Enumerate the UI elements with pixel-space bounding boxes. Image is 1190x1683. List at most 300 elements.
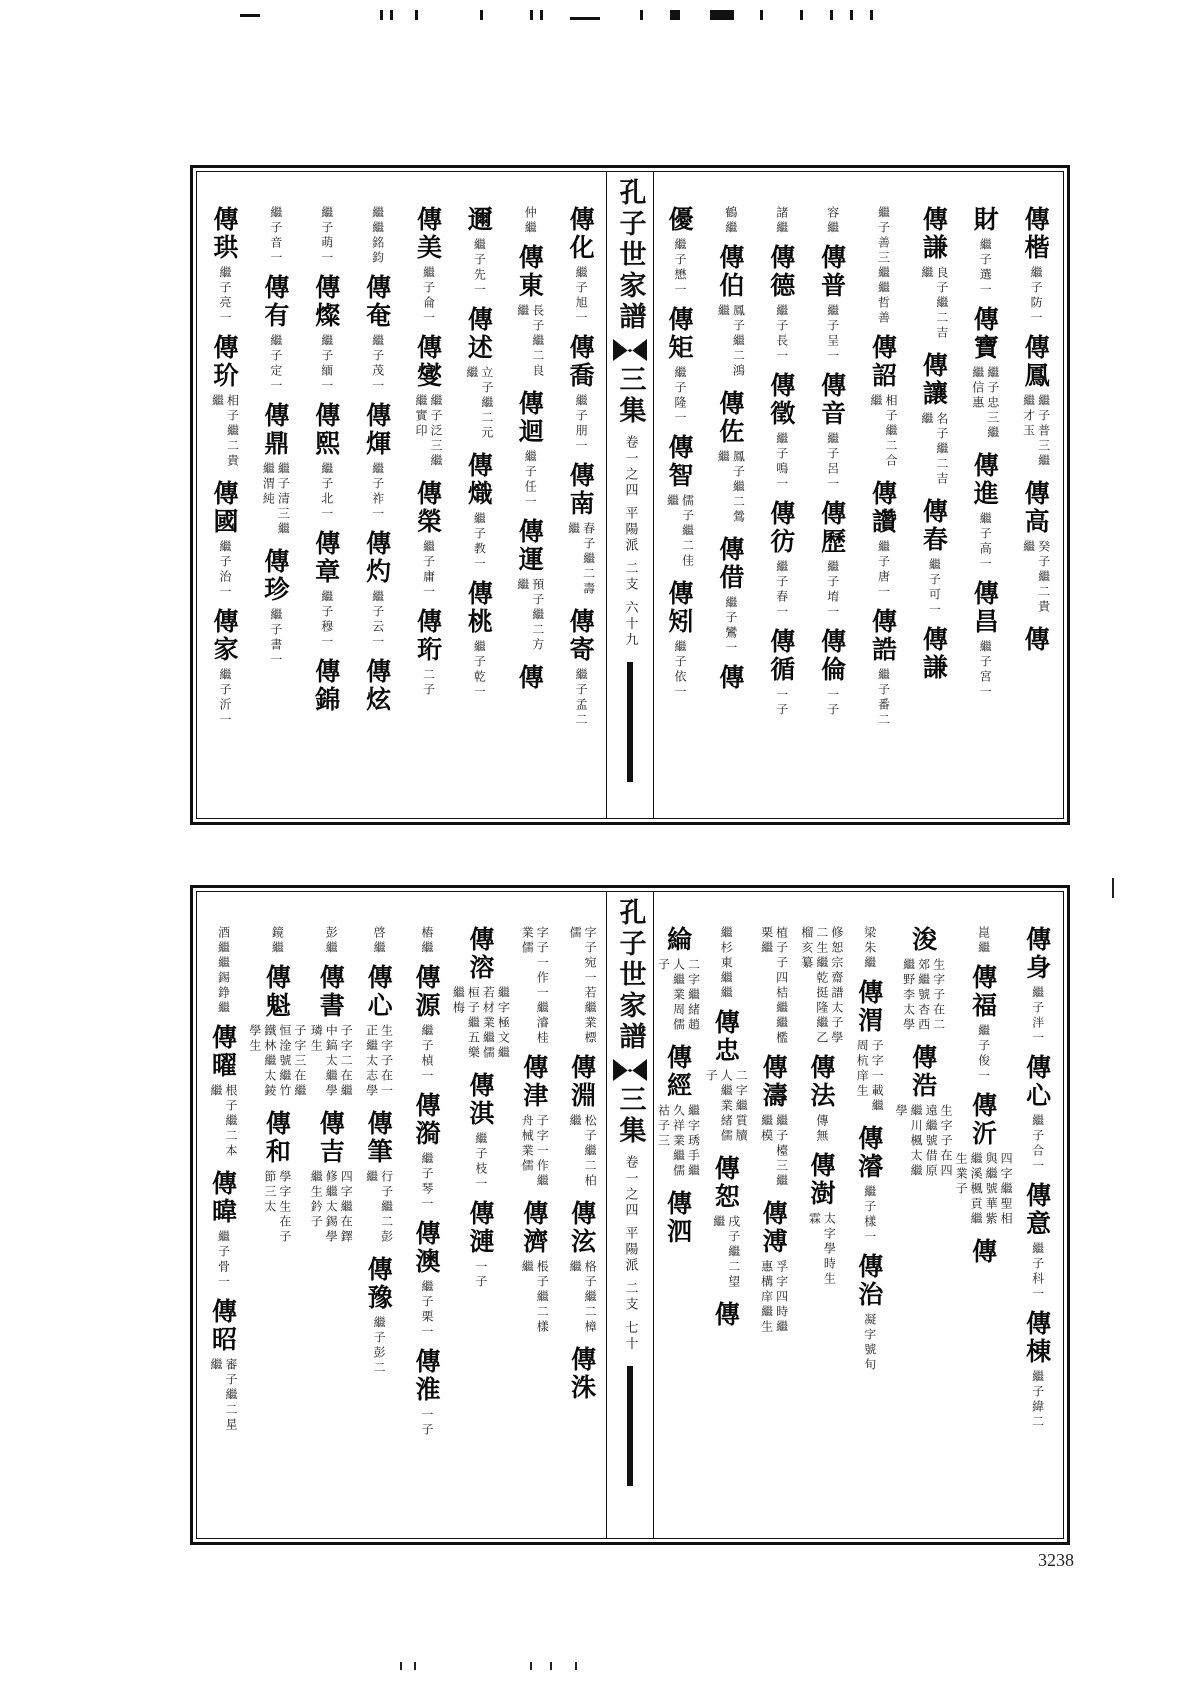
genealogy-entry — [209, 608, 239, 728]
person-name: 傳昭 — [208, 1298, 238, 1354]
genealogy-entry — [411, 964, 441, 1084]
lineage-note: 凝字號旬 — [862, 1313, 877, 1373]
lineage-note: 繼子春一 — [774, 560, 789, 620]
genealogy-entry — [854, 1125, 884, 1245]
lineage-note: 繼子選一 — [978, 238, 993, 298]
lineage-note: 繼子懋一 — [672, 238, 687, 298]
record-column — [247, 892, 307, 1538]
person-name: 傳榮 — [413, 480, 443, 536]
lineage-note: 戌子繼二望繼 — [711, 1215, 741, 1290]
person-name: 傳筆 — [364, 1110, 394, 1166]
genealogy-entry — [247, 964, 307, 1102]
genealogy-entry — [663, 1190, 693, 1246]
person-name: 傳歷 — [817, 500, 847, 556]
lineage-note: 繼子鸞一 — [723, 596, 738, 656]
person-name: 傳棟 — [1022, 1310, 1052, 1366]
genealogy-entry — [260, 548, 290, 668]
person-name: 傳寄 — [566, 608, 596, 664]
lineage-note: 繼子隆一 — [672, 366, 687, 426]
person-name: 傳奄 — [362, 274, 392, 330]
person-name: 傳鼎 — [260, 402, 290, 458]
lineage-note: 繼繼銘鈞 — [370, 206, 385, 266]
person-name: 傳津 — [519, 1054, 549, 1110]
genealogy-entry — [655, 926, 700, 1036]
lineage-note: 一子 — [774, 688, 789, 718]
lineage-note: 繼子書一 — [268, 608, 283, 668]
record-column — [893, 892, 953, 1538]
lineage-note: 一子 — [419, 1408, 434, 1438]
record-column — [654, 892, 702, 1538]
person-name: 傳炫 — [362, 658, 392, 714]
genealogy-entry — [759, 926, 789, 1046]
lineage-note: 繼子祚一 — [370, 462, 385, 522]
record-column — [355, 892, 403, 1538]
person-name: 傳淮 — [411, 1348, 441, 1404]
genealogy-entry — [364, 1110, 394, 1248]
person-name: 傳珍 — [260, 548, 290, 604]
genealogy-entry — [413, 480, 443, 600]
lineage-note: 繼子茂一 — [370, 334, 385, 394]
genealogy-entry — [806, 1054, 836, 1144]
genealogy-entry — [311, 530, 341, 650]
book-spine — [606, 892, 654, 1538]
lineage-note: 繼子枝一 — [473, 1132, 488, 1192]
record-column — [555, 172, 606, 818]
genealogy-entry — [208, 1298, 238, 1436]
person-name: 邇 — [464, 206, 494, 234]
lineage-note: 繼子穆一 — [319, 590, 334, 650]
lineage-note: 繼子栗一 — [419, 1280, 434, 1340]
record-column — [403, 172, 454, 818]
lineage-note: 繼子先一 — [472, 238, 487, 298]
genealogy-entry — [1021, 334, 1051, 472]
genealogy-entry — [664, 206, 694, 298]
genealogy-entry — [766, 628, 796, 718]
record-column — [845, 892, 893, 1538]
genealogy-entry — [215, 926, 230, 1016]
genealogy-entry — [209, 206, 239, 326]
genealogy-entry — [970, 580, 1000, 700]
lineage-note: 一子 — [825, 688, 840, 718]
genealogy-entry — [868, 334, 898, 472]
lineage-note: 繼子清三繼繼渭純 — [261, 462, 291, 537]
lineage-note: 鳳子繼二鴻繼 — [716, 304, 746, 379]
person-name: 傳暐 — [208, 1170, 238, 1226]
person-name: 傳 — [968, 1238, 998, 1266]
genealogy-entry — [308, 964, 353, 1102]
lineage-note: 繼子呈一 — [825, 304, 840, 364]
lineage-note: 繼子朋一 — [574, 394, 589, 454]
genealogy-panel-bottom — [190, 885, 1070, 1545]
lineage-note: 字子宛一若繼業標儒 — [568, 926, 598, 1046]
lineage-note: 梁朱繼 — [862, 926, 877, 971]
person-name: 傳珙 — [209, 206, 239, 262]
person-name: 傳身 — [1022, 926, 1052, 982]
lineage-note: 行子繼二彭繼 — [364, 1170, 394, 1245]
genealogy-entry — [364, 964, 394, 1102]
person-name: 傳 — [1021, 626, 1051, 654]
lineage-note: 仲繼 — [523, 206, 538, 236]
person-name: 傳化 — [566, 206, 596, 262]
lineage-note: 樁繼 — [419, 926, 434, 956]
genealogy-entry — [413, 206, 443, 326]
person-name: 傳寶 — [970, 306, 1000, 362]
person-name: 傳忠 — [711, 1009, 741, 1065]
person-name: 傳運 — [515, 518, 545, 574]
lineage-note: 鳳子繼二鶯繼 — [716, 450, 746, 525]
lineage-note: 繼子侖一 — [421, 266, 436, 326]
person-name: 傳矧 — [664, 580, 694, 636]
genealogy-entry — [664, 580, 694, 700]
genealogy-entry — [868, 480, 898, 600]
genealogy-entry — [919, 352, 949, 490]
record-column — [403, 892, 451, 1538]
person-name: 優 — [664, 206, 694, 234]
genealogy-entry — [1021, 626, 1051, 654]
person-name: 傳東 — [515, 244, 545, 300]
genealogy-entry — [893, 1044, 953, 1182]
lineage-note: 根子繼二本繼 — [208, 1084, 238, 1159]
person-name: 傳書 — [316, 964, 346, 1020]
lineage-note: 相子繼二貴繼 — [210, 394, 240, 469]
genealogy-entry — [715, 390, 745, 528]
genealogy-entry — [868, 608, 898, 728]
person-name: 傳讚 — [868, 480, 898, 536]
person-name: 傳澳 — [411, 1220, 441, 1276]
genealogy-entry — [919, 498, 949, 618]
lineage-note: 繼子音一 — [268, 206, 283, 266]
person-name: 傳恕 — [711, 1155, 741, 1211]
record-column — [953, 892, 1013, 1538]
genealogy-entry — [953, 1092, 1013, 1230]
record-column — [510, 892, 558, 1538]
genealogy-entry — [766, 372, 796, 492]
lineage-note: 繼杉東繼繼 — [719, 926, 734, 1001]
person-name: 浚 — [908, 926, 938, 954]
genealogy-entry — [362, 658, 392, 714]
lineage-note: 啓繼 — [372, 926, 387, 956]
record-column — [750, 892, 798, 1538]
genealogy-entry — [419, 926, 434, 956]
genealogy-entry — [268, 206, 283, 266]
record-column — [307, 892, 355, 1538]
person-name: 傳煇 — [362, 402, 392, 458]
lineage-note: 繼子呂一 — [825, 432, 840, 492]
lineage-note: 繼子琴一 — [419, 1152, 434, 1212]
lineage-note: 繼子萌一 — [319, 206, 334, 266]
genealogy-entry — [875, 206, 890, 326]
lineage-note: 生字子在二郊繼號杏西繼野李太學 — [901, 958, 946, 1033]
lineage-note: 春子繼二壽繼 — [566, 522, 596, 597]
person-name: 傳漣 — [465, 1200, 495, 1256]
lineage-note: 酒繼繼錫錚繼 — [216, 926, 231, 1016]
record-column — [199, 892, 247, 1538]
genealogy-entry — [465, 1072, 495, 1192]
lineage-note: 繼字琇手繼久祥業繼儒祜子三 — [656, 1104, 701, 1179]
person-name: 傳珩 — [413, 608, 443, 664]
person-name: 傳心 — [1022, 1054, 1052, 1110]
person-name: 傳濟 — [519, 1200, 549, 1256]
lineage-note: 繼子合一 — [1030, 1114, 1045, 1174]
person-name: 傳徵 — [766, 372, 796, 428]
genealogy-entry — [1022, 1182, 1052, 1302]
bottom-scan-marks — [400, 1662, 600, 1674]
lineage-note: 四字繼聖相與繼號華紫繼溪楓貢繼生業子 — [954, 1152, 1014, 1227]
genealogy-entry — [774, 206, 789, 236]
genealogy-entry — [566, 462, 596, 600]
record-column — [705, 172, 756, 818]
person-name: 傳 — [715, 664, 745, 692]
lineage-note: 字子一作一繼濬桂業儒 — [520, 926, 550, 1046]
lineage-note: 繼子依一 — [672, 640, 687, 700]
genealogy-entry — [208, 1170, 238, 1290]
person-name: 傳述 — [464, 306, 494, 362]
genealogy-entry — [970, 206, 1000, 298]
record-column — [450, 892, 510, 1538]
person-name: 傳心 — [364, 964, 394, 1020]
person-name: 傳家 — [209, 608, 239, 664]
lineage-note: 繼子骨一 — [216, 1230, 231, 1290]
genealogy-entry — [362, 274, 392, 394]
lineage-note: 子字三在繼恒淦號繼竹鐵林繼太錂學生 — [247, 1024, 307, 1099]
person-name: 傳和 — [262, 1110, 292, 1166]
person-name: 傳楷 — [1021, 206, 1051, 262]
person-name: 傳春 — [919, 498, 949, 554]
record-column — [702, 892, 750, 1538]
person-name: 綸 — [663, 926, 693, 954]
collection-label: 三集 — [614, 365, 646, 427]
record-column — [558, 892, 606, 1538]
person-name: 傳進 — [970, 452, 1000, 508]
person-name: 傳循 — [766, 628, 796, 684]
genealogy-entry — [515, 518, 545, 656]
genealogy-entry — [1022, 926, 1052, 1046]
genealogy-entry — [566, 608, 596, 728]
lineage-note: 繼子教一 — [472, 512, 487, 572]
spine-bar — [627, 662, 633, 782]
person-name: 傳漪 — [411, 1092, 441, 1148]
lineage-note: 修恕宗齋譜太子學二生繼乾挺隆繼乙榴亥纂 — [799, 926, 844, 1046]
lineage-note: 學字生在子節三太 — [262, 1170, 292, 1245]
lineage-note: 長子繼二良繼 — [515, 304, 545, 379]
record-column — [858, 172, 909, 818]
genealogy-entry — [970, 306, 1000, 444]
genealogy-entry — [464, 306, 494, 444]
person-name: 傳熾 — [464, 452, 494, 508]
person-name: 傳泗 — [663, 1190, 693, 1246]
genealogy-entry — [766, 500, 796, 620]
genealogy-entry — [515, 390, 545, 510]
genealogy-entry — [723, 206, 738, 236]
spine-bar — [627, 1366, 633, 1486]
record-column — [453, 172, 504, 818]
person-name: 傳佐 — [715, 390, 745, 446]
lineage-note: 預子繼二方繼 — [515, 578, 545, 653]
person-name: 傳喬 — [566, 334, 596, 390]
lineage-note: 二子 — [421, 668, 436, 698]
genealogy-entry — [968, 1238, 998, 1266]
page-number: 3238 — [1038, 1550, 1074, 1570]
person-name: 傳謙 — [919, 206, 949, 262]
genealogy-entry — [862, 926, 877, 971]
genealogy-entry — [411, 1220, 441, 1340]
genealogy-entry — [817, 244, 847, 364]
record-column — [250, 172, 301, 818]
genealogy-entry — [464, 452, 494, 572]
lineage-note: 一子 — [473, 1260, 488, 1290]
genealogy-entry — [759, 1200, 789, 1338]
fish-tail-mark-icon — [613, 1059, 647, 1081]
genealogy-entry — [854, 1253, 884, 1373]
genealogy-entry — [209, 334, 239, 472]
genealogy-entry — [411, 1092, 441, 1212]
person-name: 傳鳳 — [1021, 334, 1051, 390]
genealogy-entry — [664, 306, 694, 426]
person-name: 傳泫 — [567, 1200, 597, 1256]
person-name: 傳普 — [817, 244, 847, 300]
genealogy-entry — [976, 926, 991, 956]
person-name: 傳灼 — [362, 530, 392, 586]
lineage-note: 繼子番二 — [876, 668, 891, 728]
lineage-note: 鏡繼 — [270, 926, 285, 956]
lineage-note: 繼子緬一 — [319, 334, 334, 394]
lineage-note: 崑繼 — [976, 926, 991, 956]
person-name: 傳智 — [664, 434, 694, 490]
collection-label: 三集 — [614, 1085, 646, 1147]
person-name: 傳濬 — [854, 1125, 884, 1181]
record-column — [199, 172, 250, 818]
genealogy-entry — [362, 530, 392, 650]
record-column — [352, 172, 403, 818]
genealogy-entry — [323, 926, 338, 956]
record-column — [959, 172, 1010, 818]
lineage-note: 植子子四桔繼繼檻栗繼 — [759, 926, 789, 1046]
lineage-note: 孚字四時繼惠構庠繼生 — [759, 1260, 789, 1335]
genealogy-entry — [567, 1054, 597, 1192]
genealogy-entry — [308, 1110, 353, 1248]
lineage-note: 鶴繼 — [723, 206, 738, 236]
lineage-note: 繼子科一 — [1030, 1242, 1045, 1302]
genealogy-entry — [919, 626, 949, 682]
genealogy-entry — [799, 926, 844, 1046]
record-column — [807, 172, 858, 818]
lineage-note: 生字子在一正繼太志學 — [364, 1024, 394, 1099]
lineage-note: 繼子宮一 — [978, 640, 993, 700]
lineage-note: 諸繼 — [774, 206, 789, 236]
person-name: 傳謙 — [919, 626, 949, 682]
person-name: 傳澍 — [806, 1152, 836, 1208]
genealogy-panel-top — [190, 165, 1070, 825]
genealogy-entry — [362, 402, 392, 522]
person-name: 傳桃 — [464, 580, 494, 636]
person-name: 傳洙 — [567, 1346, 597, 1402]
top-scan-marks — [240, 10, 940, 24]
record-column — [798, 892, 846, 1538]
lineage-note: 相子繼二合繼 — [868, 394, 898, 469]
person-name: 傳誥 — [868, 608, 898, 664]
genealogy-entry — [968, 964, 998, 1084]
person-name: 傳意 — [1022, 1182, 1052, 1238]
person-name: 傳國 — [209, 480, 239, 536]
lineage-note: 繼子樣一 — [862, 1185, 877, 1245]
lineage-note: 名子繼二吉繼 — [919, 412, 949, 487]
genealogy-entry — [311, 274, 341, 394]
genealogy-entry — [1022, 1054, 1052, 1174]
lineage-note: 儒子繼二佳繼 — [665, 494, 695, 569]
person-name: 傳倫 — [817, 628, 847, 684]
lineage-note: 繼子鳴一 — [774, 432, 789, 492]
genealogy-entry — [262, 1110, 292, 1248]
lineage-note: 繼子高一 — [978, 512, 993, 572]
genealogy-entry — [567, 1200, 597, 1338]
genealogy-entry — [209, 480, 239, 600]
record-column — [756, 172, 807, 818]
book-title: 孔子世家譜 — [614, 178, 646, 333]
genealogy-entry — [566, 206, 596, 326]
person-name: 傳溥 — [759, 1200, 789, 1256]
genealogy-entry — [817, 628, 847, 718]
person-name: 傳伯 — [715, 244, 745, 300]
genealogy-entry — [1022, 1310, 1052, 1430]
genealogy-entry — [806, 1152, 836, 1290]
book-title: 孔子世家譜 — [614, 898, 646, 1053]
genealogy-entry — [715, 536, 745, 656]
record-column — [908, 172, 959, 818]
person-name: 傳經 — [663, 1044, 693, 1100]
person-name: 傳沂 — [968, 1092, 998, 1148]
person-name: 傳迴 — [515, 390, 545, 446]
genealogy-entry — [269, 926, 284, 956]
person-name: 傳源 — [411, 964, 441, 1020]
lineage-note: 繼字極文繼若材業繼儒桓子繼五樂繼梅 — [451, 986, 511, 1061]
lineage-note: 繼子乾一 — [472, 640, 487, 700]
genealogy-entry — [703, 1009, 748, 1147]
person-name: 傳章 — [311, 530, 341, 586]
person-name: 傳 — [711, 1301, 741, 1329]
genealogy-entry — [711, 1301, 741, 1329]
person-name: 傳豫 — [364, 1256, 394, 1312]
genealogy-entry — [854, 979, 884, 1117]
person-name: 傳燦 — [311, 274, 341, 330]
lineage-note: 格子繼二樟繼 — [568, 1260, 598, 1335]
person-name: 傳玠 — [209, 334, 239, 390]
person-name: 傳南 — [566, 462, 596, 518]
lineage-note: 良子繼二吉繼 — [919, 266, 949, 341]
person-name: 傳濤 — [759, 1054, 789, 1110]
margin-tick — [1112, 878, 1114, 898]
record-column — [654, 172, 705, 818]
genealogy-entry — [817, 500, 847, 620]
genealogy-entry — [566, 334, 596, 454]
genealogy-entry — [567, 1346, 597, 1402]
genealogy-entry — [413, 608, 443, 698]
lineage-note: 繼子庸一 — [421, 540, 436, 600]
person-name: 傳魁 — [262, 964, 292, 1020]
lineage-note: 繼子北一 — [319, 462, 334, 522]
genealogy-entry — [319, 206, 334, 266]
lineage-note: 審子繼二星繼 — [208, 1358, 238, 1433]
genealogy-entry — [464, 206, 494, 298]
lineage-note: 繼子可一 — [927, 558, 942, 618]
genealogy-entry — [371, 926, 386, 956]
volume-label: 卷一之四 平陽派 二支 七十 — [622, 1155, 638, 1353]
genealogy-entry — [1021, 480, 1051, 618]
person-name: 傳音 — [817, 372, 847, 428]
person-name: 傳渭 — [854, 979, 884, 1035]
lineage-note: 棖子繼二樣繼 — [520, 1260, 550, 1335]
person-name: 傳淵 — [567, 1054, 597, 1110]
person-name: 傳昌 — [970, 580, 1000, 636]
